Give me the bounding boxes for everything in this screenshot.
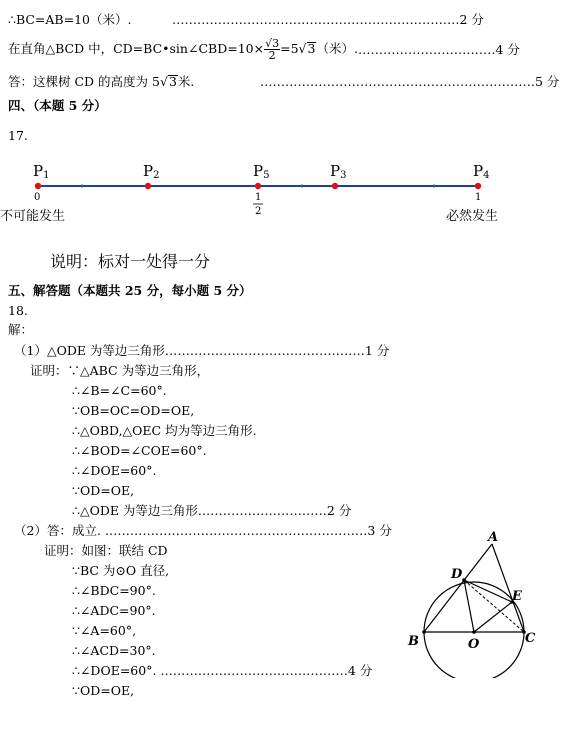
proof-line: ∴△OBD,△OEC 均为等边三角形. [72,423,257,438]
sqrt-symbol: √ [298,41,307,56]
label-b: B [408,634,419,649]
point-label-subscript: 5 [263,170,270,181]
sqrt-symbol: √ [159,74,168,89]
prev-line-1 [8,12,131,28]
point-marker [255,183,261,189]
proof-line: ∴∠BOD=∠COE=60°. [72,443,207,458]
label-a: A [488,530,499,545]
grading-note: 说明：标对一处得一分 [50,252,211,271]
fraction-sqrt3-over-2 [264,38,280,61]
section-5-title: 五、解答题（本题共 25 分，每小题 5 分） [8,283,252,298]
prev-line-2-dots: ……………………………4 分 [358,42,520,57]
segment-de [464,580,512,602]
point-label: P2 [143,162,160,181]
proof-line: ∴∠B=∠C=60°. [72,383,167,398]
proof-line: （1）△ODE 为等边三角形…………………………………………1 分 [14,343,390,358]
prev-line-3 [8,74,194,90]
proof-line: 证明：∵△ABC 为等边三角形， [30,363,210,378]
point-o [472,630,476,634]
point-d [462,578,466,582]
proof-line: ∴∠ACD=30°. [72,643,156,658]
point-label-subscript: 2 [153,170,160,181]
probability-number-line [0,150,562,230]
section-4-title: 四、（本题 5 分） [8,98,107,113]
point-label-subscript: 3 [340,170,347,181]
prev-line-3-post: 米. [177,74,195,89]
proof-line: ∵BC 为⊙O 直径, [72,563,170,578]
prev-line-1-dots: ……………………………………………………………2 分 [172,12,484,27]
fraction-num: √3 [265,37,280,50]
point-marker [35,183,41,189]
point-label: P5 [253,162,270,181]
point-label: P3 [330,162,347,181]
proof-line: ∵OB=OC=OD=OE, [72,403,195,418]
point-marker [332,183,338,189]
prev-line-3-pre: 答：这棵树 CD 的高度为 5 [8,74,160,89]
proof-line: ∵OD=OE, [72,683,135,698]
question-17-number: 17. [8,128,28,143]
tick-label-1: 1 [475,192,482,203]
prev-line-2-eq: =5 [280,41,299,56]
caption-certain: 必然发生 [446,209,499,224]
proof-line: 证明：如图：联结 CD [44,543,168,558]
label-e: E [512,589,522,604]
point-b [422,630,426,634]
prev-line-1-text: ∴BC=AB=10（米）. [8,12,132,27]
proof-line: ∴∠BDC=90°. [72,583,156,598]
prev-line-2-pre: 在直角△BCD 中，CD=BC•sin∠CBD=10× [8,41,265,56]
label-d: D [451,567,463,582]
tick-label-0: 0 [34,192,41,203]
point-marker [475,183,481,189]
question-18-number: 18. [8,303,28,318]
proof-line: ∴∠DOE=60°. [72,463,157,478]
solution-label: 解： [8,322,34,337]
proof-line: ∵∠A=60°, [72,623,137,638]
proof-line: ∴△ODE 为等边三角形.…………………………2 分 [72,503,352,518]
sqrt-radicand: 3 [307,41,316,56]
prev-line-2 [8,38,358,61]
caption-impossible: 不可能发生 [0,209,66,224]
prev-line-3-dots: …………………………………………………………5 分 [260,74,560,89]
point-label-subscript: 4 [483,170,490,181]
sqrt-radicand: 3 [168,74,177,89]
point-label: P1 [33,162,50,181]
point-label-subscript: 1 [43,170,50,181]
fraction-den: 2 [268,49,276,62]
proof-line: ∴∠ADC=90°. [72,603,156,618]
tick-label-half-den: 2 [255,206,262,217]
tick-label-half-num: 1 [255,192,262,203]
prev-line-2-post: （米）. [316,41,358,56]
proof-line: ∵OD=OE, [72,483,135,498]
point-label: P4 [473,162,490,181]
point-marker [145,183,151,189]
label-o: O [468,637,480,652]
geometry-figure [400,528,550,678]
label-c: C [525,631,536,646]
proof-line: （2）答：成立. ………………………………………………………3 分 [14,523,392,538]
proof-line: ∴∠DOE=60°. ………………………………………4 分 [72,663,373,678]
